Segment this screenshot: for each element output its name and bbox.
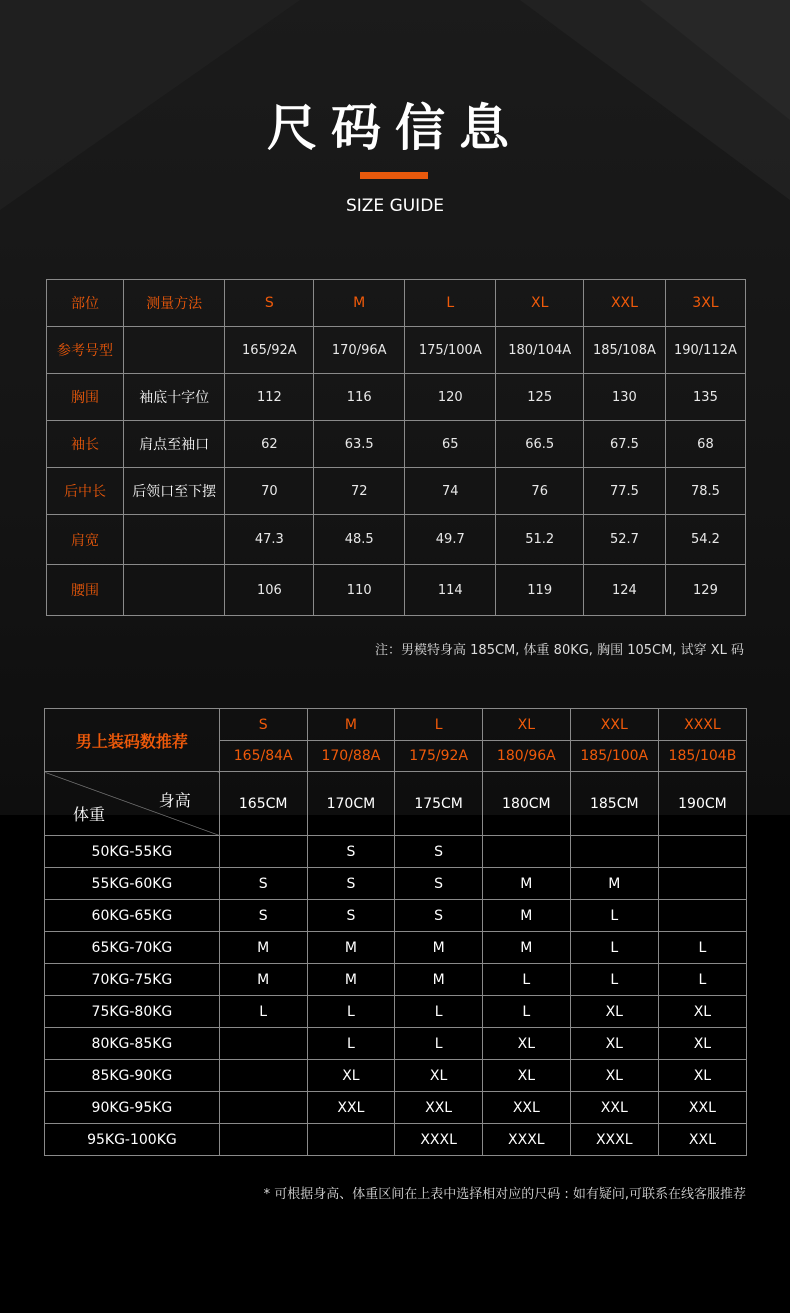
- size-header-row: [45, 709, 747, 741]
- recommended-size-cell: [658, 900, 746, 932]
- model-note: 注：男模特身高 185CM, 体重 80KG, 胸围 105CM, 试穿 XL 码: [375, 643, 744, 658]
- part-cell: 胸围: [47, 374, 124, 421]
- code-cell: 185/104B: [658, 741, 746, 772]
- height-cell: 175CM: [395, 772, 483, 836]
- value-cell: 114: [405, 565, 496, 616]
- recommended-size-cell: XL: [570, 1060, 658, 1092]
- recommended-size-cell: S: [307, 900, 395, 932]
- value-cell: 125: [496, 374, 584, 421]
- height-cell: 180CM: [482, 772, 570, 836]
- height-cell: 185CM: [570, 772, 658, 836]
- recommended-size-cell: L: [658, 932, 746, 964]
- weight-range-cell: 60KG-65KG: [45, 900, 220, 932]
- value-cell: 65: [405, 421, 496, 468]
- value-cell: 190/112A: [665, 327, 745, 374]
- recommended-size-cell: [219, 1028, 307, 1060]
- method-cell: [124, 565, 225, 616]
- height-cell: 165CM: [219, 772, 307, 836]
- value-cell: 135: [665, 374, 745, 421]
- recommended-size-cell: S: [395, 900, 483, 932]
- table-row: [47, 374, 746, 421]
- part-cell: 参考号型: [47, 327, 124, 374]
- weight-range-cell: 85KG-90KG: [45, 1060, 220, 1092]
- recommended-size-cell: L: [570, 964, 658, 996]
- page-title: 尺码信息: [267, 99, 523, 157]
- value-cell: 62: [225, 421, 314, 468]
- weight-range-cell: 50KG-55KG: [45, 836, 220, 868]
- size-cell: S: [219, 709, 307, 741]
- recommended-size-cell: M: [570, 868, 658, 900]
- code-cell: 180/96A: [482, 741, 570, 772]
- weight-range-cell: 55KG-60KG: [45, 868, 220, 900]
- value-cell: 170/96A: [314, 327, 405, 374]
- size-recommendation-table: [44, 708, 747, 1156]
- page-subtitle: SIZE GUIDE: [345, 196, 445, 216]
- code-cell: 185/100A: [570, 741, 658, 772]
- recommended-size-cell: M: [219, 932, 307, 964]
- value-cell: 119: [496, 565, 584, 616]
- weight-range-cell: 80KG-85KG: [45, 1028, 220, 1060]
- table-row: [47, 565, 746, 616]
- table-row: [45, 964, 747, 996]
- recommended-size-cell: [307, 1124, 395, 1156]
- table-row: [45, 836, 747, 868]
- recommended-size-cell: [482, 836, 570, 868]
- method-cell: [124, 515, 225, 565]
- recommended-size-cell: [219, 1124, 307, 1156]
- recommended-size-cell: L: [219, 996, 307, 1028]
- height-label: 身高: [158, 791, 191, 810]
- header-cell: L: [405, 280, 496, 327]
- recommended-size-cell: M: [482, 932, 570, 964]
- weight-range-cell: 70KG-75KG: [45, 964, 220, 996]
- table-row: [45, 1092, 747, 1124]
- table-row: [45, 1060, 747, 1092]
- height-cell: 190CM: [658, 772, 746, 836]
- recommended-size-cell: [219, 1092, 307, 1124]
- header-cell: 部位: [47, 280, 124, 327]
- size-measurement-table: [46, 279, 746, 616]
- recommended-size-cell: L: [395, 996, 483, 1028]
- recommended-size-cell: S: [307, 868, 395, 900]
- table-row: [45, 932, 747, 964]
- part-cell: 肩宽: [47, 515, 124, 565]
- value-cell: 112: [225, 374, 314, 421]
- value-cell: 77.5: [583, 468, 665, 515]
- recommended-size-cell: L: [658, 964, 746, 996]
- recommended-size-cell: L: [570, 932, 658, 964]
- value-cell: 76: [496, 468, 584, 515]
- weight-range-cell: 95KG-100KG: [45, 1124, 220, 1156]
- table-row: [47, 468, 746, 515]
- recommended-size-cell: L: [395, 1028, 483, 1060]
- recommended-size-cell: [658, 836, 746, 868]
- method-cell: [124, 327, 225, 374]
- size-cell: XXL: [570, 709, 658, 741]
- recommendation-title: 男上装码数推荐: [45, 709, 220, 772]
- value-cell: 67.5: [583, 421, 665, 468]
- recommended-size-cell: [570, 836, 658, 868]
- diagonal-header-cell: [45, 772, 220, 836]
- value-cell: 130: [583, 374, 665, 421]
- recommended-size-cell: XXL: [307, 1092, 395, 1124]
- value-cell: 165/92A: [225, 327, 314, 374]
- recommended-size-cell: [219, 836, 307, 868]
- recommended-size-cell: M: [219, 964, 307, 996]
- value-cell: 70: [225, 468, 314, 515]
- recommended-size-cell: XL: [658, 996, 746, 1028]
- recommended-size-cell: M: [482, 900, 570, 932]
- value-cell: 185/108A: [583, 327, 665, 374]
- value-cell: 51.2: [496, 515, 584, 565]
- recommended-size-cell: XL: [570, 1028, 658, 1060]
- recommended-size-cell: L: [307, 1028, 395, 1060]
- weight-range-cell: 90KG-95KG: [45, 1092, 220, 1124]
- method-cell: 袖底十字位: [124, 374, 225, 421]
- value-cell: 48.5: [314, 515, 405, 565]
- recommended-size-cell: [219, 1060, 307, 1092]
- table-row: [45, 996, 747, 1028]
- table-row: [45, 900, 747, 932]
- value-cell: 47.3: [225, 515, 314, 565]
- value-cell: 78.5: [665, 468, 745, 515]
- weight-range-cell: 75KG-80KG: [45, 996, 220, 1028]
- recommended-size-cell: XL: [658, 1060, 746, 1092]
- recommended-size-cell: XL: [570, 996, 658, 1028]
- recommended-size-cell: XXXL: [482, 1124, 570, 1156]
- recommended-size-cell: S: [219, 900, 307, 932]
- table-row: [45, 1124, 747, 1156]
- part-cell: 腰围: [47, 565, 124, 616]
- recommended-size-cell: XL: [482, 1060, 570, 1092]
- value-cell: 63.5: [314, 421, 405, 468]
- value-cell: 180/104A: [496, 327, 584, 374]
- header-cell: M: [314, 280, 405, 327]
- method-cell: 肩点至袖口: [124, 421, 225, 468]
- recommended-size-cell: XL: [658, 1028, 746, 1060]
- selection-note: * 可根据身高、体重区间在上表中选择相对应的尺码 : 如有疑问,可联系在线客服推荐: [263, 1187, 746, 1202]
- recommended-size-cell: M: [395, 932, 483, 964]
- value-cell: 49.7: [405, 515, 496, 565]
- recommended-size-cell: XL: [307, 1060, 395, 1092]
- table-row: [47, 327, 746, 374]
- value-cell: 68: [665, 421, 745, 468]
- table-row: [45, 868, 747, 900]
- value-cell: 124: [583, 565, 665, 616]
- size-cell: XXXL: [658, 709, 746, 741]
- height-header-row: [45, 772, 747, 836]
- recommended-size-cell: XXL: [570, 1092, 658, 1124]
- header-cell: 测量方法: [124, 280, 225, 327]
- size-cell: M: [307, 709, 395, 741]
- code-cell: 175/92A: [395, 741, 483, 772]
- recommended-size-cell: XL: [395, 1060, 483, 1092]
- recommended-size-cell: XXXL: [395, 1124, 483, 1156]
- header-cell: S: [225, 280, 314, 327]
- recommended-size-cell: L: [482, 996, 570, 1028]
- header-cell: 3XL: [665, 280, 745, 327]
- value-cell: 54.2: [665, 515, 745, 565]
- recommended-size-cell: [658, 868, 746, 900]
- recommended-size-cell: M: [482, 868, 570, 900]
- part-cell: 袖长: [47, 421, 124, 468]
- header-cell: XL: [496, 280, 584, 327]
- table-row: [45, 1028, 747, 1060]
- weight-range-cell: 65KG-70KG: [45, 932, 220, 964]
- code-cell: 165/84A: [219, 741, 307, 772]
- value-cell: 66.5: [496, 421, 584, 468]
- recommended-size-cell: M: [307, 964, 395, 996]
- recommended-size-cell: S: [395, 868, 483, 900]
- recommended-size-cell: L: [307, 996, 395, 1028]
- value-cell: 52.7: [583, 515, 665, 565]
- title-accent-bar: [360, 172, 428, 179]
- value-cell: 120: [405, 374, 496, 421]
- size-cell: L: [395, 709, 483, 741]
- header-cell: XXL: [583, 280, 665, 327]
- size-cell: XL: [482, 709, 570, 741]
- table-header-row: [47, 280, 746, 327]
- recommended-size-cell: L: [570, 900, 658, 932]
- recommended-size-cell: XXXL: [570, 1124, 658, 1156]
- value-cell: 110: [314, 565, 405, 616]
- value-cell: 175/100A: [405, 327, 496, 374]
- part-cell: 后中长: [47, 468, 124, 515]
- recommended-size-cell: S: [219, 868, 307, 900]
- table-row: [47, 421, 746, 468]
- weight-label: 体重: [73, 805, 106, 824]
- recommended-size-cell: S: [307, 836, 395, 868]
- method-cell: 后领口至下摆: [124, 468, 225, 515]
- value-cell: 106: [225, 565, 314, 616]
- code-cell: 170/88A: [307, 741, 395, 772]
- recommended-size-cell: S: [395, 836, 483, 868]
- recommended-size-cell: XXL: [658, 1092, 746, 1124]
- table-row: [47, 515, 746, 565]
- value-cell: 129: [665, 565, 745, 616]
- value-cell: 72: [314, 468, 405, 515]
- recommended-size-cell: XXL: [395, 1092, 483, 1124]
- recommended-size-cell: M: [307, 932, 395, 964]
- height-cell: 170CM: [307, 772, 395, 836]
- value-cell: 74: [405, 468, 496, 515]
- value-cell: 116: [314, 374, 405, 421]
- recommended-size-cell: L: [482, 964, 570, 996]
- recommended-size-cell: XXL: [658, 1124, 746, 1156]
- recommended-size-cell: XXL: [482, 1092, 570, 1124]
- recommended-size-cell: XL: [482, 1028, 570, 1060]
- recommended-size-cell: M: [395, 964, 483, 996]
